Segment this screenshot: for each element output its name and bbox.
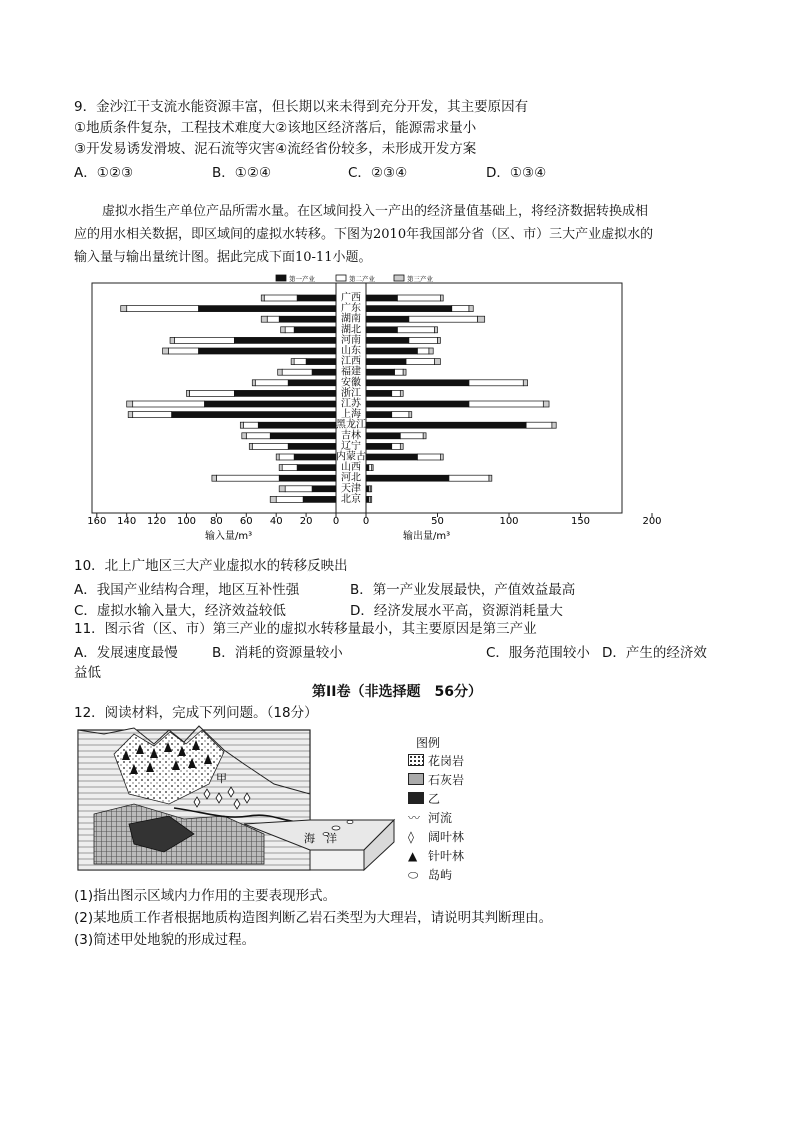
province-label: 山西 [341,462,361,474]
output-bar [392,412,409,418]
q9-statement-1: ①地质条件复杂，工程技术难度大②该地区经济落后，能源需求量小 [74,120,477,136]
ocean-block-front [310,850,364,870]
input-bar [279,465,282,471]
input-tick-label: 40 [269,516,283,527]
q10-stem: 10．北上广地区三大产业虚拟水的转移反映出 [74,558,348,574]
output-bar [366,454,417,460]
river-icon: 〰 [408,811,421,825]
q11-option-d: D．产生的经济效 [602,645,707,661]
input-bar [128,412,132,418]
island-1 [332,826,340,830]
island-icon: ⬭ [408,868,419,882]
province-label: 上海 [341,409,361,421]
legend-swatch-1 [276,275,286,281]
input-tick-label: 100 [176,516,197,527]
output-bar [423,433,426,439]
input-tick-label: 120 [147,516,167,527]
output-bar [429,348,433,354]
output-bar [366,433,400,439]
input-bar [169,348,199,354]
input-bar [258,422,336,428]
input-bar [279,486,285,492]
output-bar [366,380,469,386]
input-axis-label: 输入量/m³ [205,531,253,542]
q9-option-a: A．①②③ [74,165,134,181]
input-tick-label: 0 [332,516,340,527]
input-bar [294,359,306,365]
output-bar [392,443,401,449]
province-label: 福建 [341,366,361,378]
input-bar [243,422,258,428]
input-tick-label: 60 [239,516,253,527]
q9-option-c: C．②③④ [348,165,408,181]
input-bar [255,380,288,386]
province-label: 湖南 [341,313,361,325]
output-bar [366,401,469,407]
output-bar [438,337,441,343]
input-bar [170,337,174,343]
province-label: 河北 [341,472,361,484]
input-tick-label: 160 [87,516,107,527]
province-label: 天津 [341,483,361,495]
output-bar [440,295,443,301]
output-bar [400,443,403,449]
material-line-1: 虚拟水指生产单位产品所需水量。在区域间投入一产出的经济量值基础上，将经济数据转换成相 [102,204,649,219]
input-bar [270,496,276,502]
material-line-2: 应的用水相关数据，即区域间的虚拟水转移。下图为2010年我国部分省（区、市）三大产业虚拟水的 [74,227,654,242]
province-label: 湖北 [341,324,361,336]
output-bar [400,390,403,396]
output-bar [366,422,526,428]
input-bar [276,496,303,502]
output-bar [403,369,406,375]
input-bar [279,454,294,460]
output-bar [366,359,406,365]
output-bar [523,380,527,386]
input-bar [281,327,285,333]
input-bar [285,486,312,492]
input-bar [133,412,172,418]
output-bar [552,422,556,428]
province-label: 安徽 [341,377,361,389]
output-bar [435,359,441,365]
q9-option-b: B．①②④ [212,165,272,181]
input-bar [267,316,279,322]
input-bar [306,359,336,365]
output-bar [489,475,492,481]
legend-conifer [408,847,464,864]
legend-swatch-3 [394,275,404,281]
output-tick-label: 100 [499,516,519,527]
input-bar [294,327,336,333]
q9-stem: 9．金沙江干支流水能资源丰富，但长期以来未得到充分开发，其主要原因有 [74,99,529,115]
output-bar [366,327,397,333]
q12-part-1: (1)指出图示区域内力作用的主要表现形式。 [74,888,337,904]
input-bar [198,306,336,312]
input-bar [276,454,279,460]
output-bar [366,316,409,322]
legend-title: 图例 [416,736,441,750]
output-bar [366,369,395,375]
broadleaf-icon: ◊ [408,830,414,844]
output-bar [397,327,434,333]
output-bar [395,369,404,375]
output-bar [469,380,523,386]
legend-swatch-2 [336,275,346,281]
input-bar [312,486,336,492]
input-bar [297,295,336,301]
q11-option-d-cont: 益低 [74,665,101,681]
legend-broadleaf-label: 阔叶林 [428,830,465,844]
q9-statement-2: ③开发易诱发滑坡、泥石流等灾害④流经省份较多，未形成开发方案 [74,141,477,157]
island-2 [347,820,353,823]
output-bar [369,465,372,471]
input-bar [246,433,270,439]
input-bar [252,443,288,449]
province-label: 辽宁 [341,440,361,452]
output-bar [440,454,443,460]
input-bar [264,295,297,301]
output-tick-label: 0 [362,516,370,527]
input-bar [172,412,336,418]
label-jia: 甲 [216,772,227,785]
input-bar [187,390,190,396]
output-tick-label: 150 [570,516,591,527]
input-bar [270,433,336,439]
input-bar [175,337,235,343]
input-bar [163,348,169,354]
input-bar [204,401,336,407]
input-bar [261,316,267,322]
input-bar [121,306,127,312]
legend-river-label: 河流 [428,811,453,825]
input-bar [252,380,255,386]
output-bar [543,401,549,407]
input-bar [278,369,282,375]
input-tick-label: 140 [117,516,137,527]
legend-label-1: 第一产业 [289,275,315,283]
output-bar [406,359,435,365]
output-bar [400,433,423,439]
input-bar [261,295,264,301]
input-bar [249,443,252,449]
q12-part-3: (3)简述甲处地貌的形成过程。 [74,932,256,948]
label-ocean: 海 洋 [304,832,337,845]
legend-label-3: 第三产业 [407,275,433,283]
geology-block-diagram [74,724,404,874]
output-bar [435,327,438,333]
input-bar [240,422,243,428]
legend-granite [408,752,464,769]
q10-option-c: C．虚拟水输入量大，经济效益较低 [74,603,286,619]
province-label: 江西 [341,356,361,368]
legend-granite-label: 花岗岩 [428,754,465,768]
input-bar [288,443,336,449]
input-bar [234,337,336,343]
output-bar [366,496,369,502]
output-bar [366,337,409,343]
output-bar [366,412,392,418]
section-2-heading: 第II卷（非选择题 56分） [312,684,482,700]
input-bar [312,369,336,375]
virtual-water-chart [0,0,794,560]
q10-option-a: A．我国产业结构合理，地区互补性强 [74,582,300,598]
output-axis-label: 输出量/m³ [403,531,451,542]
output-bar [366,348,417,354]
legend-conifer-label: 针叶林 [428,849,465,863]
output-bar [526,422,552,428]
output-bar [417,348,428,354]
input-bar [288,380,336,386]
q10-option-d: D．经济发展水平高，资源消耗量大 [350,603,563,619]
output-bar [469,401,543,407]
input-bar [242,433,246,439]
province-label: 北京 [341,493,361,505]
output-tick-label: 50 [431,516,444,527]
legend-broadleaf [408,828,464,845]
input-bar [127,401,133,407]
province-label: 江苏 [341,398,361,410]
province-label: 内蒙古 [336,451,366,463]
conifer-icon: ▲ [408,849,418,863]
province-label: 吉林 [341,430,361,442]
q12-stem: 12．阅读材料，完成下列问题。（18分） [74,705,318,721]
output-bar [366,443,392,449]
province-label: 黑龙江 [336,419,366,431]
output-bar [370,486,371,492]
q12-part-2: (2)某地质工作者根据地质构造图判断乙岩石类型为大理岩，请说明其判断理由。 [74,910,553,926]
legend-island-label: 岛屿 [428,868,453,882]
output-bar [370,496,371,502]
province-label: 广西 [341,292,361,304]
input-bar [279,475,336,481]
legend-yi-label: 乙 [428,792,441,806]
output-bar [366,475,449,481]
input-bar [234,390,336,396]
legend-limestone [408,771,464,788]
province-label: 河南 [341,334,361,346]
legend-label-2: 第二产业 [349,275,375,283]
legend-island [408,866,452,883]
output-bar [366,295,397,301]
input-bar [127,306,199,312]
input-bar [198,348,336,354]
input-bar [189,390,234,396]
output-tick-label: 200 [642,516,662,527]
output-bar [392,390,401,396]
legend-yi [408,790,440,807]
output-bar [478,316,485,322]
q11-option-b: B．消耗的资源量较小 [212,645,343,661]
output-bar [452,306,469,312]
q11-option-a: A．发展速度最慢 [74,645,178,661]
province-label: 广东 [341,303,361,315]
output-bar [366,306,452,312]
q11-stem: 11．图示省（区、市）第三产业的虚拟水转移量最小，其主要原因是第三产业 [74,621,537,637]
input-bar [279,316,336,322]
output-bar [366,465,369,471]
province-label: 浙江 [341,387,361,399]
input-bar [297,465,336,471]
input-bar [282,369,312,375]
legend-river [408,809,452,826]
output-bar [409,316,478,322]
input-bar [212,475,216,481]
input-bar [133,401,205,407]
input-bar [303,496,336,502]
output-bar [469,306,473,312]
output-bar [372,465,373,471]
q9-option-d: D．①③④ [486,165,547,181]
input-bar [216,475,279,481]
q10-option-b: B．第一产业发展最快，产值效益最高 [350,582,576,598]
output-bar [409,337,438,343]
output-bar [366,486,369,492]
input-bar [285,327,294,333]
legend-limestone-label: 石灰岩 [428,773,465,787]
input-bar [282,465,297,471]
input-tick-label: 80 [210,516,223,527]
input-tick-label: 20 [299,516,313,527]
input-bar [291,359,294,365]
output-bar [397,295,440,301]
material-line-3: 输入量与输出量统计图。据此完成下面10-11小题。 [74,250,372,265]
province-label: 山东 [341,345,361,357]
input-bar [294,454,336,460]
output-bar [409,412,412,418]
output-bar [366,390,392,396]
output-bar [449,475,489,481]
output-bar [417,454,440,460]
q11-option-c: C．服务范围较小 [486,645,590,661]
